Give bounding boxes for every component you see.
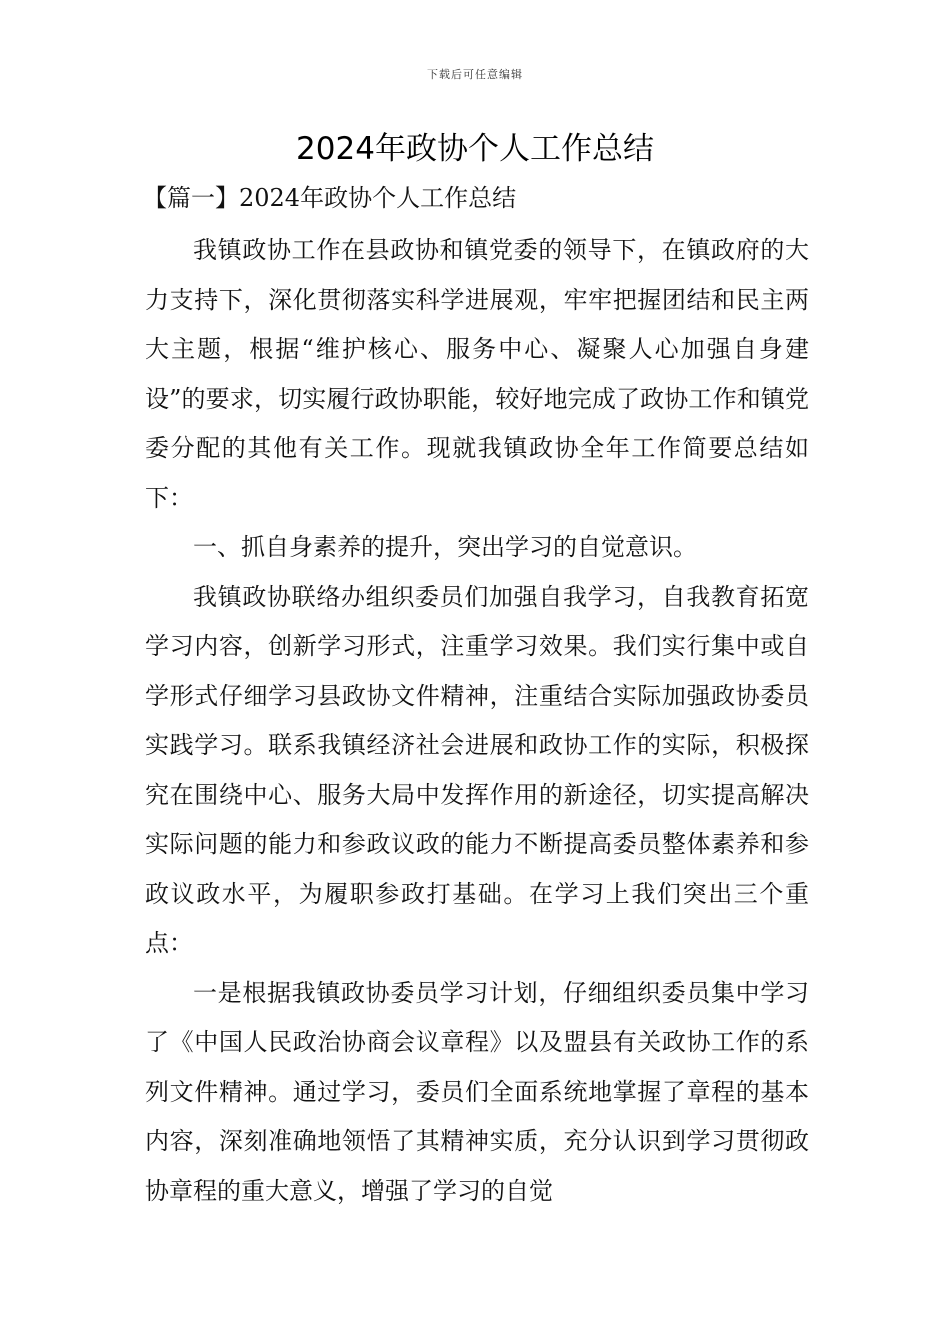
paragraph-intro: 我镇政协工作在县政协和镇党委的领导下，在镇政府的大力支持下，深化贯彻落实科学进展观，牢牢把握团结和民主两大主题，根据“维护核心、服务中心、凝聚人心加强自身建设”的要求，切实履行政协职能，较好地完成了政协工作和镇党委分配的其他有关工作。现就我镇政协全年工作简要总结如下： xyxy=(145,236,809,512)
document-body xyxy=(145,226,809,1216)
section-heading: 【篇一】2024年政协个人工作总结 xyxy=(143,184,517,212)
paragraph-point-one: 一是根据我镇政协委员学习计划，仔细组织委员集中学习了《中国人民政治协商会议章程》以及盟县有关政协工作的系列文件精神。通过学习，委员们全面系统地掌握了章程的基本内容，深刻准确地领悟了其精神实质，充分认识到学习贯彻政协章程的重大意义，增强了学习的自觉 xyxy=(145,978,809,1205)
paragraph-study: 我镇政协联络办组织委员们加强自我学习，自我教育拓宽学习内容，创新学习形式，注重学习效果。我们实行集中或自学形式仔细学习县政协文件精神，注重结合实际加强政协委员实践学习。联系我镇经济社会进展和政协工作的实际，积极探究在围绕中心、服务大局中发挥作用的新途径，切实提高解决实际问题的能力和参政议政的能力不断提高委员整体素养和参政议政水平，为履职参政打基础。在学习上我们突出三个重点： xyxy=(145,582,809,957)
header-note: 下载后可任意编辑 xyxy=(427,68,523,81)
document-title: 2024年政协个人工作总结 xyxy=(296,131,654,167)
paragraph-subheading-one: 一、抓自身素养的提升，突出学习的自觉意识。 xyxy=(193,533,697,561)
